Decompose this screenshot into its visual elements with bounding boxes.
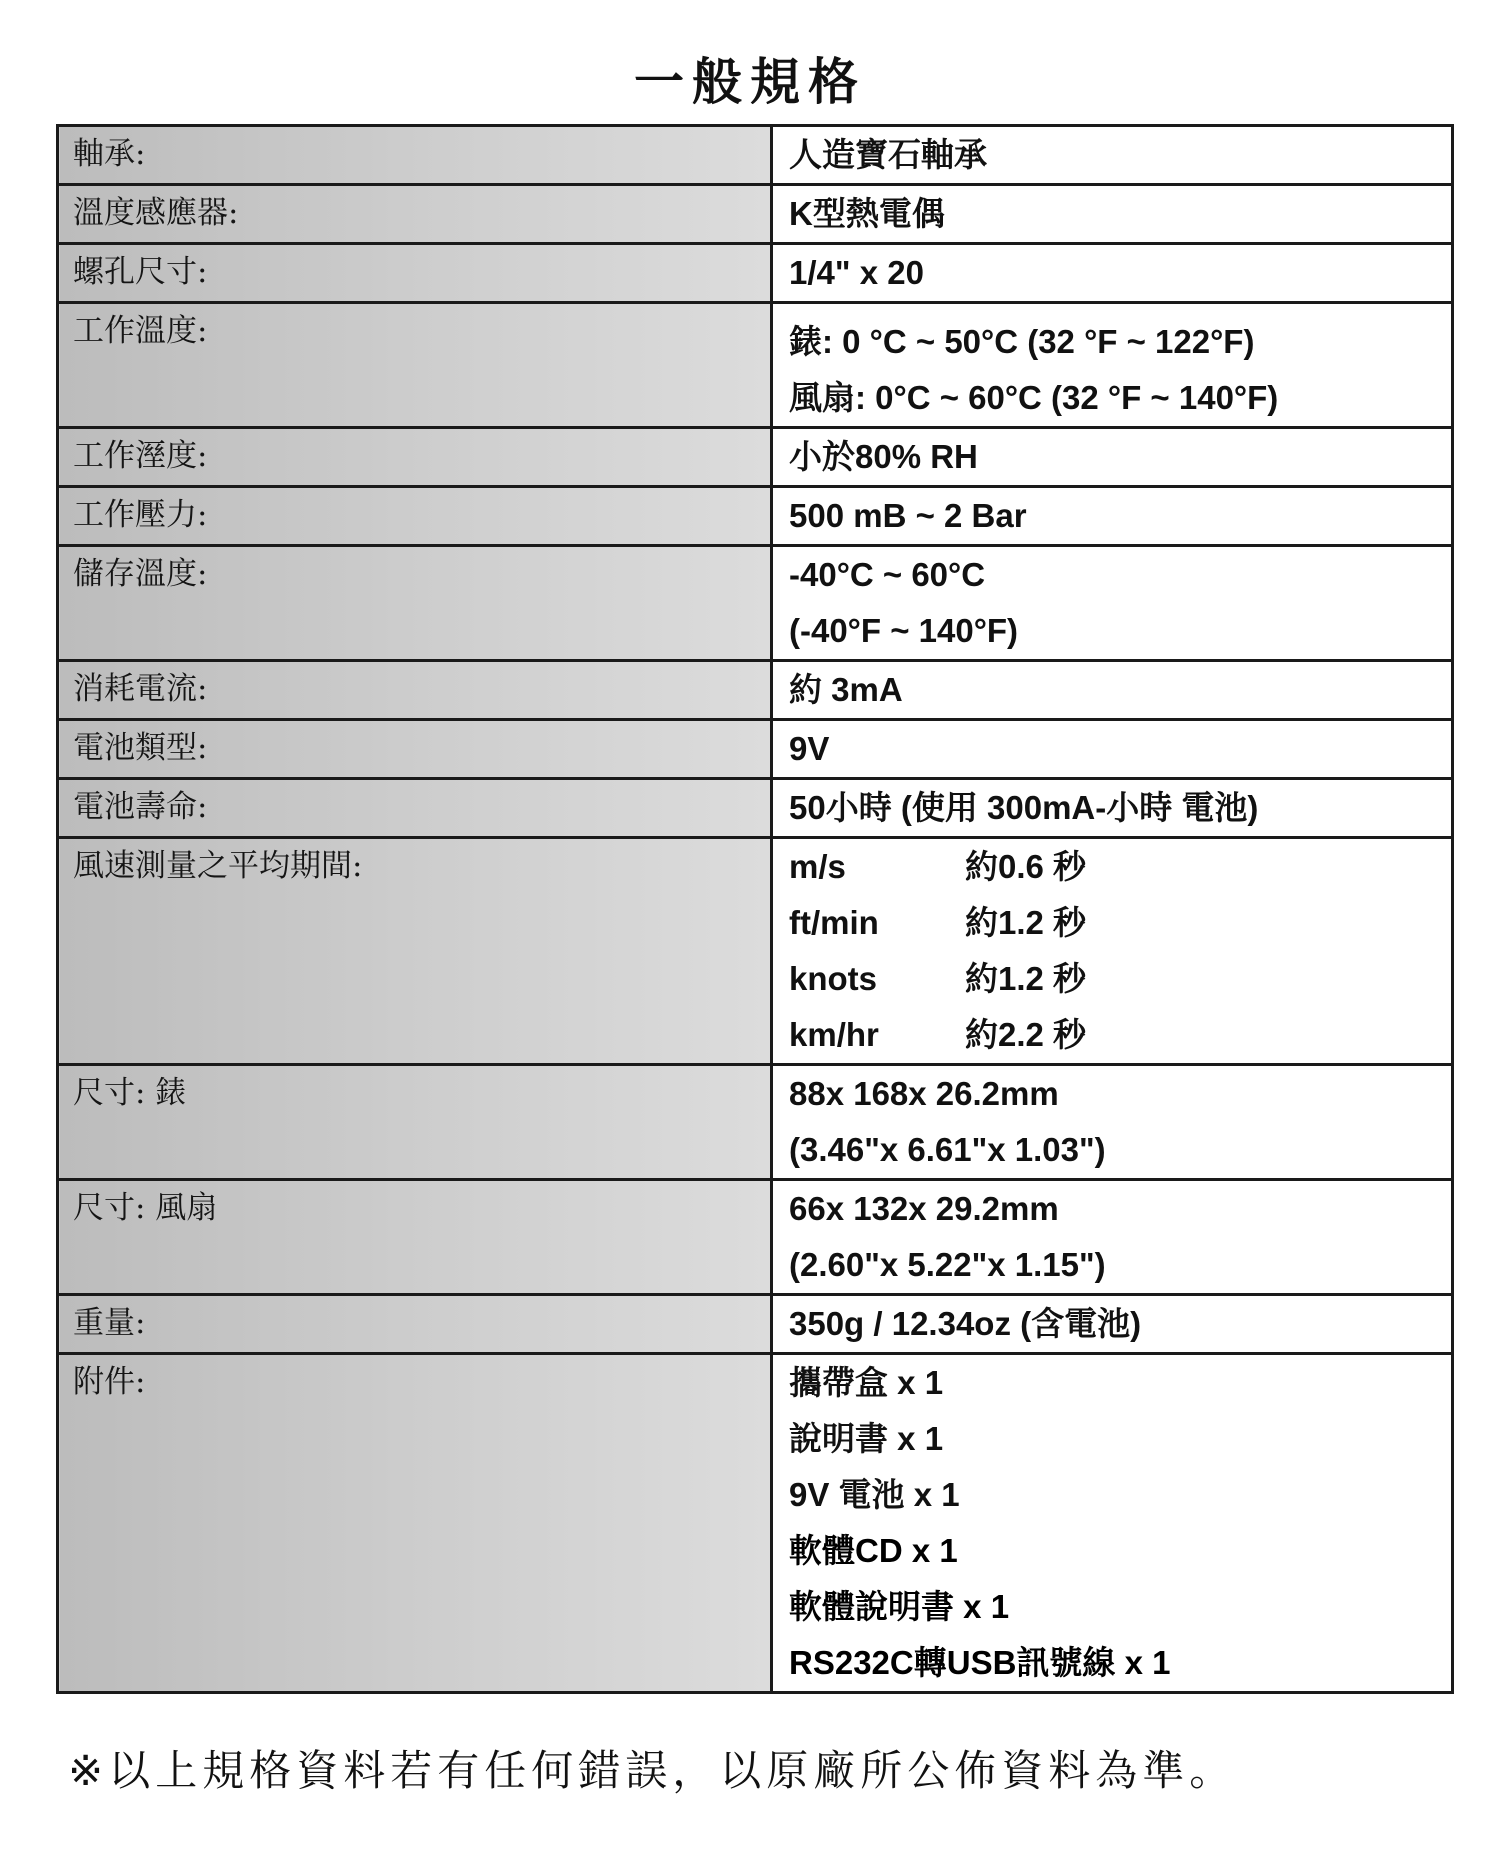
accessory-item: 9V 電池 x 1 — [789, 1476, 960, 1513]
accessory-item: RS232C轉USB訊號線 x 1 — [789, 1644, 1171, 1681]
row-value-cell — [772, 1295, 1453, 1354]
row-value-cell — [772, 428, 1453, 487]
table-row — [58, 126, 1453, 185]
row-value: 66x 132x 29.2mm — [789, 1190, 1059, 1227]
averaging-period: 約0.6 秒 — [965, 848, 1087, 885]
row-label: 溫度感應器: — [73, 195, 239, 231]
row-value-cell — [772, 126, 1453, 185]
table-row — [58, 185, 1453, 244]
table-row — [58, 720, 1453, 779]
averaging-period: 約1.2 秒 — [965, 960, 1087, 997]
averaging-period: 約2.2 秒 — [965, 1016, 1087, 1053]
table-row — [58, 244, 1453, 303]
row-label: 工作溼度: — [73, 438, 208, 474]
unit-label: knots — [789, 960, 878, 997]
table-row — [58, 661, 1453, 720]
row-value: 風扇: 0°C ~ 60°C (32 °F ~ 140°F) — [789, 379, 1279, 416]
row-label-cell — [58, 838, 772, 1065]
accessory-item: 說明書 x 1 — [789, 1420, 944, 1457]
unit-label: km/hr — [789, 1016, 879, 1053]
row-value: 錶: 0 °C ~ 50°C (32 °F ~ 122°F) — [789, 323, 1255, 360]
row-label: 附件: — [73, 1364, 146, 1400]
footnote: ※以上規格資料若有任何錯誤，以原廠所公佈資料為準。 — [68, 1746, 1237, 1795]
row-value: (2.60"x 5.22"x 1.15") — [789, 1246, 1106, 1283]
row-label-cell — [58, 1180, 772, 1295]
row-value: -40°C ~ 60°C — [789, 556, 986, 593]
averaging-entry — [789, 895, 1451, 951]
row-value-cell — [772, 838, 1453, 1065]
accessory-item: 軟體CD x 1 — [789, 1532, 958, 1569]
row-label: 風速測量之平均期間: — [73, 848, 363, 884]
row-label-cell — [58, 303, 772, 428]
row-value-cell — [772, 303, 1453, 428]
row-label-cell — [58, 185, 772, 244]
table-row — [58, 1295, 1453, 1354]
row-label-cell — [58, 661, 772, 720]
row-label-cell — [58, 720, 772, 779]
row-value: 1/4" x 20 — [789, 254, 924, 291]
row-label: 尺寸: 風扇 — [73, 1190, 218, 1226]
table-row — [58, 428, 1453, 487]
row-label-cell — [58, 487, 772, 546]
row-value: 88x 168x 26.2mm — [789, 1075, 1059, 1112]
row-label-cell — [58, 244, 772, 303]
row-label-cell — [58, 1354, 772, 1693]
row-value: 500 mB ~ 2 Bar — [789, 497, 1027, 534]
table-row — [58, 1065, 1453, 1180]
averaging-period: 約1.2 秒 — [965, 904, 1087, 941]
row-label-cell — [58, 126, 772, 185]
row-label: 消耗電流: — [73, 671, 208, 707]
table-row — [58, 838, 1453, 1065]
page-title: 一般規格 — [634, 53, 866, 111]
row-label: 軸承: — [73, 136, 146, 172]
row-label-cell — [58, 428, 772, 487]
row-value: (-40°F ~ 140°F) — [789, 612, 1019, 649]
row-value: 小於80% RH — [789, 438, 978, 475]
row-label-cell — [58, 1295, 772, 1354]
table-row — [58, 303, 1453, 428]
row-value: 50小時 (使用 300mA-小時 電池) — [789, 789, 1259, 826]
row-value: 350g / 12.34oz (含電池) — [789, 1305, 1142, 1342]
row-value-cell — [772, 779, 1453, 838]
unit-label: m/s — [789, 848, 846, 885]
averaging-entry — [789, 1007, 1451, 1063]
table-row — [58, 779, 1453, 838]
row-label: 尺寸: 錶 — [73, 1075, 187, 1111]
table-row — [58, 1354, 1453, 1693]
spec-table — [56, 124, 1454, 1694]
row-value-cell — [772, 1354, 1453, 1693]
row-label: 重量: — [73, 1305, 146, 1341]
row-value: K型熱電偶 — [789, 195, 945, 232]
averaging-entry — [789, 839, 1451, 895]
row-label-cell — [58, 1065, 772, 1180]
row-value-cell — [772, 1180, 1453, 1295]
row-value-cell — [772, 661, 1453, 720]
row-value: 約 3mA — [789, 671, 903, 708]
row-label-cell — [58, 779, 772, 838]
row-value-cell — [772, 1065, 1453, 1180]
unit-label: ft/min — [789, 904, 879, 941]
table-row — [58, 1180, 1453, 1295]
row-value: 9V — [789, 730, 830, 767]
row-label: 工作壓力: — [73, 497, 208, 533]
table-row — [58, 487, 1453, 546]
row-label: 儲存溫度: — [73, 556, 208, 592]
row-label-cell — [58, 546, 772, 661]
row-label: 電池壽命: — [73, 789, 208, 825]
accessory-item: 軟體說明書 x 1 — [789, 1588, 1010, 1625]
row-value-cell — [772, 185, 1453, 244]
row-label: 工作溫度: — [73, 313, 208, 349]
row-value: (3.46"x 6.61"x 1.03") — [789, 1131, 1106, 1168]
row-label: 電池類型: — [73, 730, 208, 766]
row-value: 人造寶石軸承 — [789, 136, 987, 173]
accessory-item: 攜帶盒 x 1 — [789, 1364, 944, 1401]
row-value-cell — [772, 487, 1453, 546]
row-value-cell — [772, 720, 1453, 779]
table-row — [58, 546, 1453, 661]
row-value-cell — [772, 546, 1453, 661]
row-value-cell — [772, 244, 1453, 303]
row-label: 螺孔尺寸: — [73, 254, 208, 290]
averaging-entry — [789, 951, 1451, 1007]
